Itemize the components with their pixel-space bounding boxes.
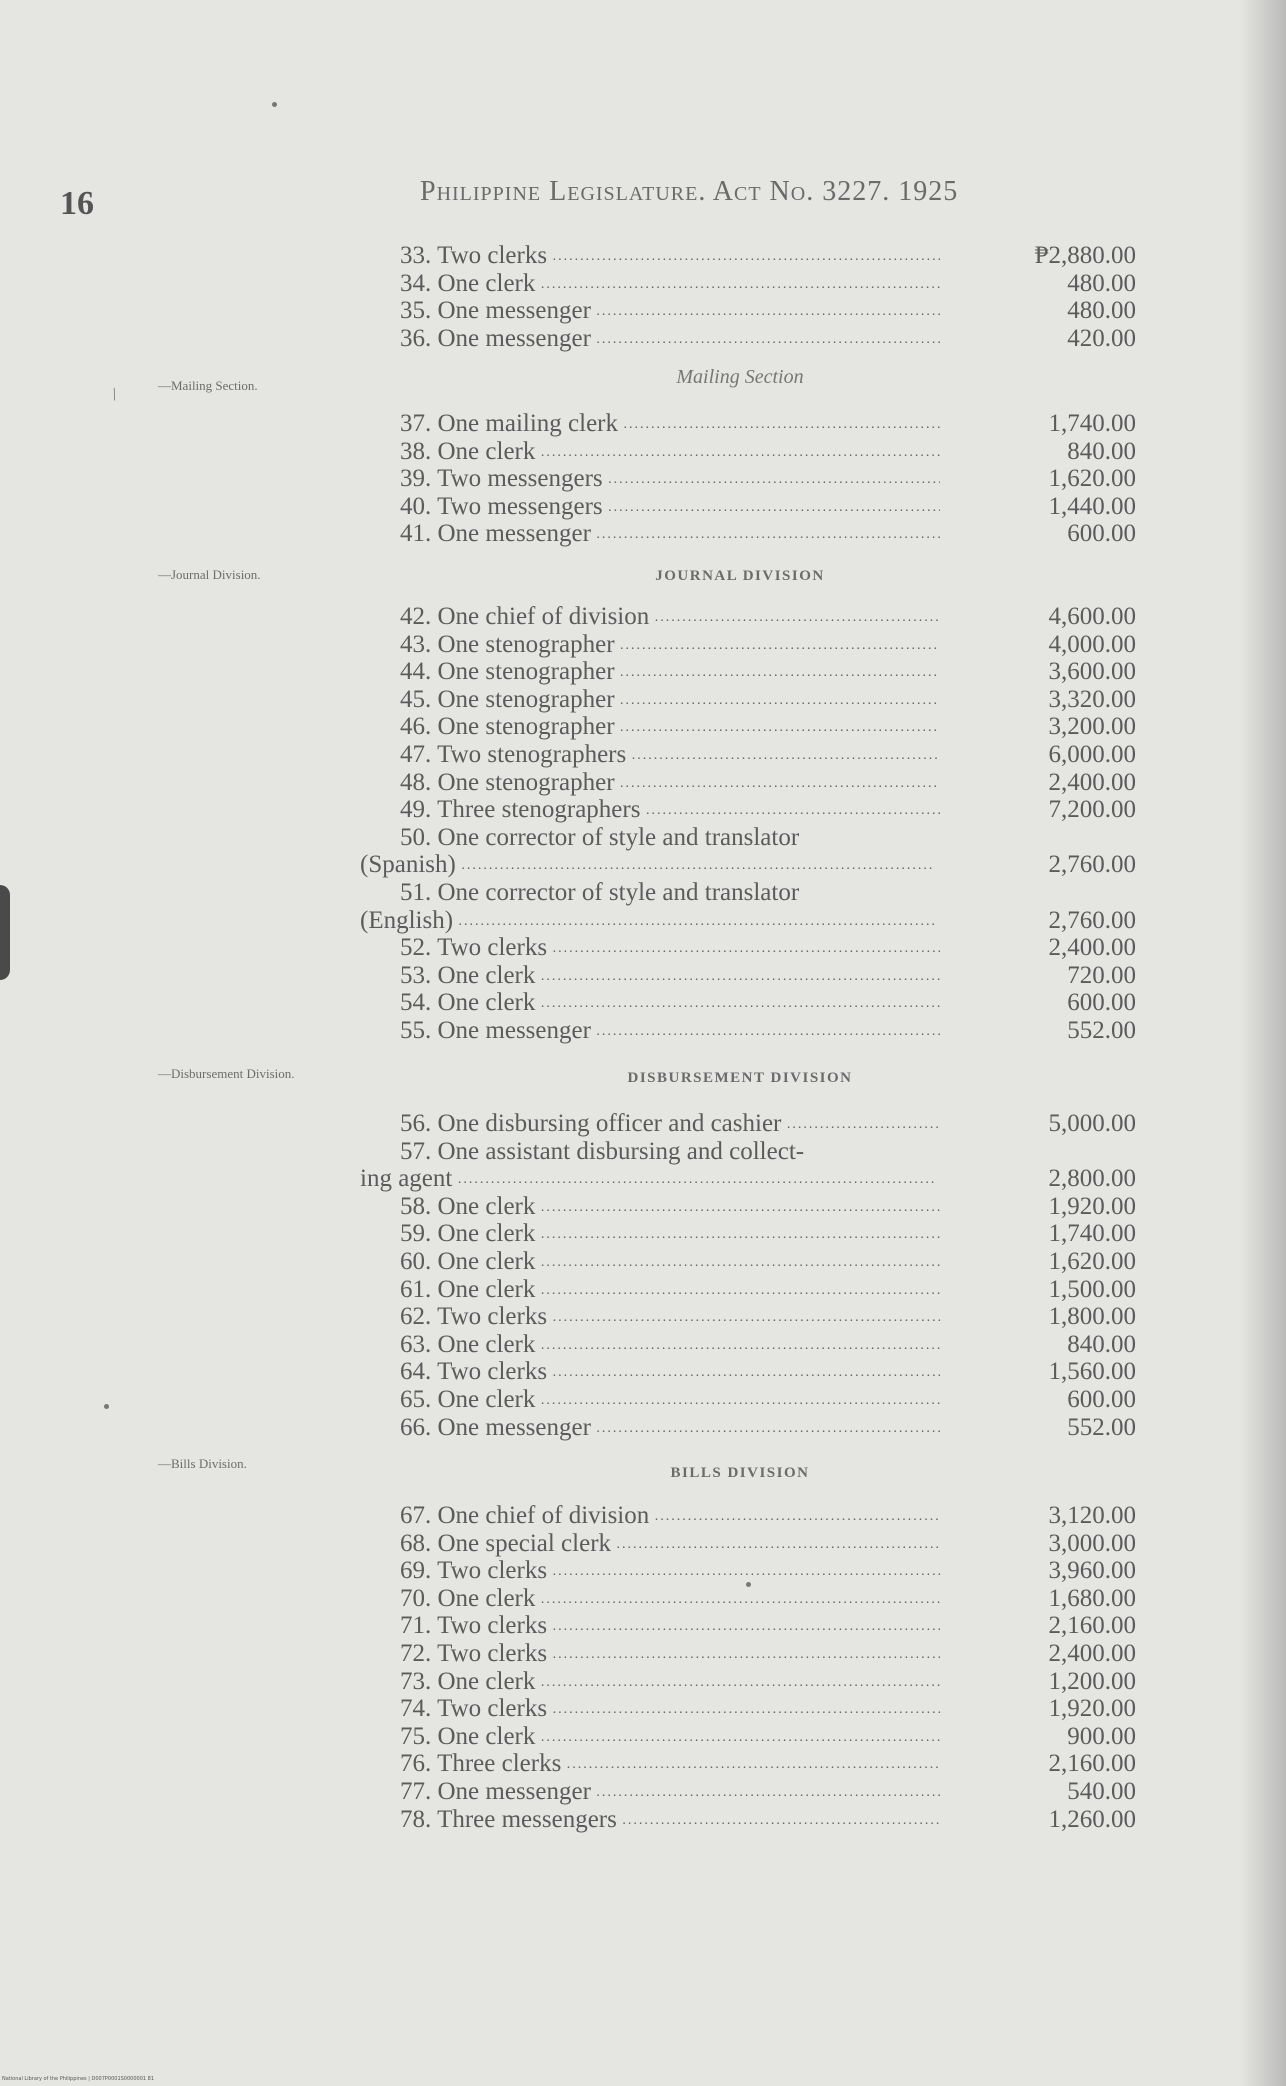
- item-description: [400, 1017, 940, 1046]
- item-description: [400, 1193, 940, 1222]
- item-text: One messenger: [437, 1413, 591, 1441]
- line-item: [360, 1220, 1136, 1248]
- item-description: [400, 1303, 940, 1332]
- item-text: One clerk: [437, 961, 536, 989]
- item-description: [400, 1557, 940, 1586]
- item-amount: 3,000.00: [1048, 1529, 1136, 1557]
- item-number: 66.: [400, 1413, 432, 1441]
- item-text: One chief of division: [437, 603, 650, 630]
- line-item: [360, 989, 1136, 1017]
- line-item: [360, 465, 1136, 493]
- item-text: One clerk: [437, 1275, 536, 1303]
- item-number: 77.: [400, 1777, 432, 1805]
- item-amount: 1,440.00: [1048, 492, 1136, 520]
- line-item: [360, 1778, 1136, 1806]
- item-description: [400, 934, 940, 963]
- item-amount: 3,600.00: [1048, 658, 1136, 686]
- item-amount: 1,200.00: [1048, 1667, 1136, 1695]
- item-amount: 480.00: [1067, 269, 1136, 297]
- item-text: One special clerk: [437, 1529, 612, 1557]
- item-amount: 2,160.00: [1048, 1612, 1136, 1640]
- item-description: [400, 658, 940, 687]
- item-description: [400, 1110, 940, 1139]
- item-text: Two stenographers: [437, 740, 627, 768]
- item-description: [400, 1723, 940, 1752]
- line-item: [360, 1640, 1136, 1668]
- item-description: [400, 1414, 940, 1443]
- item-number: 61.: [400, 1275, 432, 1303]
- item-description: [400, 438, 940, 467]
- item-amount: 600.00: [1067, 520, 1136, 548]
- item-description: [400, 796, 940, 825]
- item-amount: 900.00: [1067, 1722, 1136, 1750]
- item-amount: 2,400.00: [1048, 1639, 1136, 1667]
- item-text: Three clerks: [437, 1750, 562, 1778]
- item-text: One clerk: [437, 1247, 536, 1275]
- item-text: Two messengers: [437, 492, 603, 520]
- item-text: Two clerks: [437, 1303, 548, 1331]
- item-text: One clerk: [437, 437, 536, 465]
- item-number: 50.: [400, 823, 432, 851]
- item-number: 63.: [400, 1330, 432, 1358]
- item-description: [400, 1806, 940, 1835]
- item-amount: 840.00: [1067, 1330, 1136, 1358]
- item-amount: 1,500.00: [1048, 1275, 1136, 1303]
- item-text: One clerk: [437, 1220, 536, 1248]
- item-amount: 5,000.00: [1048, 1110, 1136, 1137]
- item-number: 64.: [400, 1358, 432, 1386]
- margin-note-bills: —Bills Division.: [158, 1456, 247, 1471]
- item-amount: 3,960.00: [1048, 1557, 1136, 1585]
- line-item: [360, 686, 1136, 714]
- item-number: 43.: [400, 630, 432, 658]
- line-item: [360, 934, 1136, 962]
- item-text: One mailing clerk: [437, 410, 618, 437]
- item-description: [400, 1612, 940, 1641]
- line-item: [360, 1303, 1136, 1331]
- heading-bills-division: BILLS DIVISION: [670, 1465, 810, 1481]
- section-disbursement-items: [360, 1110, 1136, 1441]
- item-amount: 480.00: [1067, 297, 1136, 325]
- item-description: [400, 879, 799, 907]
- item-number: 41.: [400, 520, 432, 548]
- line-item: [360, 1193, 1136, 1221]
- item-description: [400, 410, 940, 439]
- item-description: [400, 1778, 940, 1807]
- item-number: 46.: [400, 713, 432, 741]
- item-text: One stenographer: [437, 768, 615, 796]
- item-text: Two clerks: [437, 242, 548, 269]
- item-description: [400, 297, 940, 326]
- item-amount: 2,400.00: [1048, 768, 1136, 796]
- item-number: 71.: [400, 1612, 432, 1640]
- item-number: 67.: [400, 1502, 432, 1529]
- item-amount: 3,320.00: [1048, 685, 1136, 713]
- item-amount: 1,620.00: [1048, 465, 1136, 493]
- item-text: One messenger: [437, 520, 591, 548]
- item-number: 35.: [400, 297, 432, 325]
- item-text: One stenographer: [437, 658, 615, 686]
- item-amount: 1,920.00: [1048, 1192, 1136, 1220]
- item-number: 55.: [400, 1016, 432, 1044]
- item-amount: 420.00: [1067, 324, 1136, 352]
- line-item: [360, 297, 1136, 325]
- item-number: 36.: [400, 324, 432, 352]
- binding-mark: [0, 885, 10, 980]
- line-item: [360, 713, 1136, 741]
- item-number: 75.: [400, 1722, 432, 1750]
- item-amount: 1,920.00: [1048, 1695, 1136, 1723]
- line-item: [360, 769, 1136, 797]
- item-text: One stenographer: [437, 713, 615, 741]
- item-description: [400, 1502, 940, 1531]
- item-description: [400, 824, 799, 852]
- item-number: 57.: [400, 1137, 432, 1165]
- line-item: [360, 410, 1136, 438]
- item-description-line1: One corrector of style and translator: [437, 878, 800, 906]
- item-text: Two clerks: [437, 1639, 548, 1667]
- item-number: 60.: [400, 1247, 432, 1275]
- item-amount: ₱2,880.00: [1034, 242, 1136, 269]
- item-amount: 840.00: [1067, 437, 1136, 465]
- item-text: Two clerks: [437, 1557, 548, 1585]
- item-description: [400, 1585, 940, 1614]
- line-item: [360, 1138, 1136, 1193]
- item-text: Two clerks: [437, 934, 548, 962]
- item-description: [400, 1138, 804, 1166]
- item-text: Three messengers: [437, 1805, 617, 1833]
- item-amount: 1,620.00: [1048, 1247, 1136, 1275]
- heading-mailing-section: Mailing Section: [676, 366, 804, 388]
- margin-tick-mark: /: [108, 383, 121, 405]
- item-number: 65.: [400, 1385, 432, 1413]
- line-item: [360, 1695, 1136, 1723]
- line-item: [360, 879, 1136, 934]
- speck: [104, 1404, 109, 1409]
- item-description-line1: One corrector of style and translator: [437, 823, 800, 851]
- item-description-line2: ing agent .....: [360, 1165, 935, 1194]
- item-amount: 720.00: [1067, 961, 1136, 989]
- item-number: 69.: [400, 1557, 432, 1585]
- item-description: [400, 1331, 940, 1360]
- item-description: [400, 1640, 940, 1669]
- item-amount: 1,740.00: [1048, 410, 1136, 437]
- item-description-line1: One assistant disbursing and collect-: [437, 1137, 805, 1165]
- item-text: One clerk: [437, 1584, 536, 1612]
- line-item: [360, 1612, 1136, 1640]
- item-amount: 2,800.00: [1048, 1165, 1136, 1193]
- speck: [272, 102, 277, 107]
- item-text: Two clerks: [437, 1695, 548, 1723]
- item-text: One messenger: [437, 1016, 591, 1044]
- heading-disbursement-division: DISBURSEMENT DIVISION: [627, 1070, 853, 1086]
- item-description: [400, 493, 940, 522]
- running-head: Philippine Legislature. Act No. 3227. 1925: [420, 176, 959, 207]
- item-number: 40.: [400, 492, 432, 520]
- line-item: [360, 1668, 1136, 1696]
- item-description: [400, 686, 940, 715]
- item-description: [400, 631, 940, 660]
- item-description: [400, 1668, 940, 1697]
- line-item: [360, 1331, 1136, 1359]
- line-item: [360, 520, 1136, 548]
- line-item: [360, 603, 1136, 631]
- item-amount: 2,760.00: [1048, 851, 1136, 879]
- margin-note-disbursement: —Disbursement Division.: [158, 1066, 295, 1081]
- item-description: [400, 270, 940, 299]
- item-description: [400, 520, 940, 549]
- item-number: 44.: [400, 658, 432, 686]
- item-number: 70.: [400, 1584, 432, 1612]
- item-number: 53.: [400, 961, 432, 989]
- item-number: 34.: [400, 269, 432, 297]
- line-item: [360, 1110, 1136, 1138]
- line-item: [360, 824, 1136, 879]
- item-amount: 1,800.00: [1048, 1303, 1136, 1331]
- item-description: [400, 603, 940, 632]
- item-text: One clerk: [437, 1722, 536, 1750]
- item-amount: 2,760.00: [1048, 906, 1136, 934]
- item-number: 54.: [400, 989, 432, 1017]
- line-item: [360, 493, 1136, 521]
- section-bills-items: [360, 1502, 1136, 1833]
- line-item: [360, 631, 1136, 659]
- item-amount: 3,120.00: [1048, 1502, 1136, 1529]
- item-description: [400, 1220, 940, 1249]
- item-description: [400, 1276, 940, 1305]
- margin-note-mailing: —Mailing Section.: [158, 378, 258, 393]
- line-item: [360, 1358, 1136, 1386]
- item-number: 76.: [400, 1750, 432, 1778]
- item-number: 74.: [400, 1695, 432, 1723]
- line-item: [360, 1723, 1136, 1751]
- line-item: [360, 1585, 1136, 1613]
- page-number: 16: [60, 185, 94, 222]
- section-top-items: [360, 242, 1136, 352]
- item-amount: 7,200.00: [1048, 796, 1136, 824]
- item-description: [400, 325, 940, 354]
- item-text: One disbursing officer and cashier: [437, 1110, 782, 1137]
- item-description: [400, 1695, 940, 1724]
- section-mailing-items: [360, 410, 1136, 548]
- margin-note-journal: —Journal Division.: [158, 567, 261, 582]
- item-number: 78.: [400, 1805, 432, 1833]
- item-text: One clerk: [437, 1385, 536, 1413]
- item-number: 42.: [400, 603, 432, 630]
- item-number: 68.: [400, 1529, 432, 1557]
- item-amount: 1,560.00: [1048, 1358, 1136, 1386]
- item-text: One clerk: [437, 989, 536, 1017]
- line-item: [360, 1502, 1136, 1530]
- line-item: [360, 1386, 1136, 1414]
- line-item: [360, 1017, 1136, 1045]
- line-item: [360, 796, 1136, 824]
- page-edge-shadow: [1240, 0, 1286, 2086]
- item-number: 38.: [400, 437, 432, 465]
- item-description: [400, 1358, 940, 1387]
- line-item: [360, 270, 1136, 298]
- item-number: 52.: [400, 934, 432, 962]
- item-text: One stenographer: [437, 630, 615, 658]
- item-amount: 600.00: [1067, 989, 1136, 1017]
- item-text: Two messengers: [437, 465, 603, 493]
- item-description: [400, 1750, 940, 1779]
- item-description-line2: (Spanish) .....: [360, 851, 935, 880]
- item-number: 47.: [400, 740, 432, 768]
- item-description: [400, 713, 940, 742]
- item-amount: 3,200.00: [1048, 713, 1136, 741]
- item-text: One messenger: [437, 1777, 591, 1805]
- item-amount: 552.00: [1067, 1413, 1136, 1441]
- item-number: 37.: [400, 410, 432, 437]
- line-item: [360, 325, 1136, 353]
- item-amount: 600.00: [1067, 1385, 1136, 1413]
- item-number: 58.: [400, 1192, 432, 1220]
- line-item: [360, 1750, 1136, 1778]
- item-text: Three stenographers: [437, 796, 641, 824]
- item-number: 62.: [400, 1303, 432, 1331]
- line-item: [360, 658, 1136, 686]
- item-text: One chief of division: [437, 1502, 650, 1529]
- section-journal-items: [360, 603, 1136, 1045]
- item-amount: 6,000.00: [1048, 740, 1136, 768]
- item-description: [400, 962, 940, 991]
- item-text: One messenger: [437, 297, 591, 325]
- line-item: [360, 1806, 1136, 1834]
- item-amount: 2,400.00: [1048, 934, 1136, 962]
- item-amount: 2,160.00: [1048, 1750, 1136, 1778]
- item-description: [400, 1530, 940, 1559]
- footer-credit: National Library of the Philippines | D007P0001S0000001 81: [2, 2076, 155, 2082]
- item-amount: 1,260.00: [1048, 1805, 1136, 1833]
- item-number: 72.: [400, 1639, 432, 1667]
- item-text: One messenger: [437, 324, 591, 352]
- line-item: [360, 1276, 1136, 1304]
- item-description: [400, 1248, 940, 1277]
- item-description: [400, 1386, 940, 1415]
- item-number: 45.: [400, 685, 432, 713]
- line-item: [360, 242, 1136, 270]
- item-number: 51.: [400, 878, 432, 906]
- item-amount: 552.00: [1067, 1016, 1136, 1044]
- item-number: 48.: [400, 768, 432, 796]
- item-amount: 4,600.00: [1048, 603, 1136, 630]
- item-description: [400, 989, 940, 1018]
- item-text: One clerk: [437, 269, 536, 297]
- item-amount: 1,680.00: [1048, 1584, 1136, 1612]
- item-amount: 540.00: [1067, 1777, 1136, 1805]
- item-description: [400, 242, 940, 271]
- line-item: [360, 962, 1136, 990]
- line-item: [360, 438, 1136, 466]
- item-description: [400, 465, 940, 494]
- item-description: [400, 741, 940, 770]
- item-number: 49.: [400, 796, 432, 824]
- item-text: One stenographer: [437, 685, 615, 713]
- item-number: 59.: [400, 1220, 432, 1248]
- item-description-line2: (English) .....: [360, 907, 935, 936]
- line-item: [360, 1530, 1136, 1558]
- item-text: Two clerks: [437, 1358, 548, 1386]
- item-amount: 4,000.00: [1048, 630, 1136, 658]
- item-number: 73.: [400, 1667, 432, 1695]
- heading-journal-division: JOURNAL DIVISION: [655, 568, 825, 584]
- item-text: One clerk: [437, 1667, 536, 1695]
- line-item: [360, 1557, 1136, 1585]
- item-text: One clerk: [437, 1192, 536, 1220]
- item-number: 39.: [400, 465, 432, 493]
- item-text: One clerk: [437, 1330, 536, 1358]
- item-number: 33.: [400, 242, 432, 269]
- item-amount: 1,740.00: [1048, 1220, 1136, 1248]
- item-number: 56.: [400, 1110, 432, 1137]
- line-item: [360, 1248, 1136, 1276]
- line-item: [360, 1414, 1136, 1442]
- line-item: [360, 741, 1136, 769]
- item-text: Two clerks: [437, 1612, 548, 1640]
- item-description: [400, 769, 940, 798]
